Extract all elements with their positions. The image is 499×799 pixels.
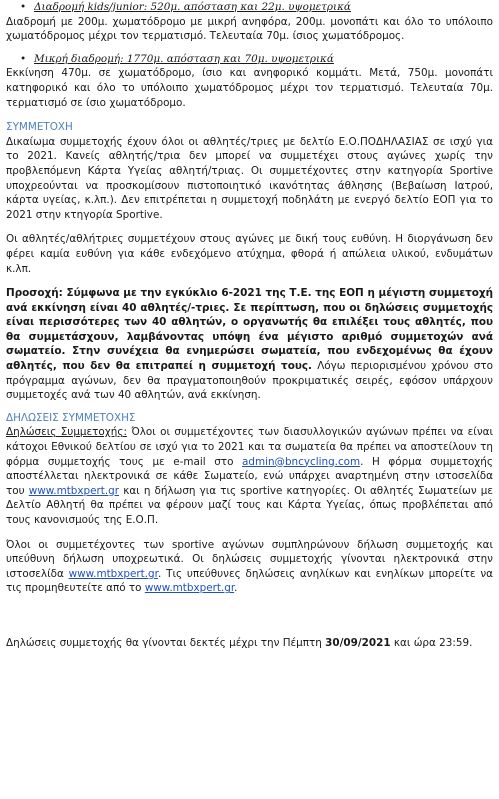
short-route-heading: Μικρή διαδρομή: 1770μ. απόσταση και 70μ. υψομετρικά	[34, 52, 334, 65]
participation-paragraph-1: Δικαίωμα συμμετοχής έχουν όλοι οι αθλητές/τριες με δελτίο Ε.Ο.ΠΟΔΗΛΑΣΙΑΣ σε ισχύ για το 2021. Κανείς αθλητής/τρια δεν μπορεί να συμμετέχει στους αγώνες χωρίς την προβλεπόμενη Κάρτα Υγείας αθλητή/τριας. Οι συμμετέχοντες στην κατηγορία Sportive υποχρεούνται να προσκομίσουν πιστοποιητικό ικανότητας άθλησης (Βεβαίωση Ιατρού, κάρτα υγείας, κ.λπ.). Δεν επιτρέπεται η συμμετοχή ποδηλάτη με ενεργό δελτίο ΕΟΠ για το 2021 στην κτηγορία Sportive.	[6, 135, 493, 221]
deadline-paragraph	[6, 636, 493, 651]
participation-paragraph-3	[6, 286, 493, 403]
email-link[interactable]: admin@bncycling.com	[242, 455, 361, 468]
sportive-text-c: .	[234, 582, 238, 595]
bullet-icon: •	[20, 52, 27, 65]
bullet-heading-short	[6, 52, 493, 67]
declarations-paragraph-1	[6, 425, 493, 527]
participation-paragraph-2: Οι αθλητές/αθλήτριες συμμετέχουν στους αγώνες με δική τους ευθύνη. Η διοργάνωση δεν φέρει καμία ευθύνη για κάθε ενδεχόμενο ατύχημα, φθορά ή απώλεια υλικού, ενδυμάτων κ.λπ.	[6, 233, 493, 275]
website-link-3[interactable]: www.mtbxpert.gr	[144, 582, 235, 595]
deadline-text-b: και ώρα 23:59.	[390, 636, 473, 649]
declarations-paragraph-2	[6, 538, 493, 596]
declarations-text-a: Όλοι οι συμμετέχοντες των διασυλλογικών αγώνων πρέπει να είναι κάτοχοι Εθνικού δελτίου σε ισχύ για το 2021 και τα σωματεία θα πρέπει να αποστείλουν τη φόρμα συμμετοχής τους με e-mail στο	[6, 426, 493, 468]
declarations-text-b: . Η φόρμα συμμετοχής αποστέλλεται ηλεκτρονικά σε κάθε Σωματείο, ενώ υπάρχει αναρτημένη στην ιστοσελίδα του	[6, 455, 493, 497]
attention-bold-text: Προσοχή: Σύμφωνα με την εγκύκλιο 6-2021 της Τ.Ε. της ΕΟΠ η μέγιστη συμμετοχή ανά εκκίνηση είναι 40 αθλητές/-τριες. Σε περίπτωση, που οι δηλώσεις συμμετοχής είναι περισσότερες των 40 αθλητών, ο οργανωτής θα επιλέξει τους αθλητές, που θα συμμετάσχουν, λαμβάνοντας υπόψη ένα μέγιστο αριθμό συμμετοχών ανά σωματείο. Στην συνέχεια θα ενημερώσει σωματεία, που ενδεχομένως θα έχουν αθλητές, που δεν θα επιτραπεί η συμμετοχή τους.	[6, 287, 493, 373]
sportive-text-b: . Τις υπεύθυνες δηλώσεις ανηλίκων και ενηλίκων μπορείτε να τις προμηθευτείτε από το	[6, 567, 494, 595]
kids-route-description: Διαδρομή με 200μ. χωματόδρομο με μικρή ανηφόρα, 200μ. μονοπάτι και όλο το υπόλοιπο χωματόδρομος μέχρι τον τερματισμό. Τελευταία 70μ. ίσιος χωματόδρομος.	[6, 15, 493, 43]
attention-rest-text: Λόγω περιορισμένου χρόνου στο πρόγραμμα αγώνων, δεν θα πραγματοποιηθούν προκριματικές σειρές, εφόσον υπάρχουν συμμετοχές ανά των 40 αθλητών, ανά εκκίνηση.	[6, 360, 493, 402]
sportive-text-a: Όλοι οι συμμετέχοντες των sportive αγώνων συμπληρώνουν δήλωση συμμετοχής και υπεύθυνη δήλωση υποχρεωτικά. Οι δηλώσεις συμμετοχής γίνονται ηλεκτρονικά στην ιστοσελίδα	[6, 538, 493, 580]
participation-title: ΣΥΜΜΕΤΟΧΗ	[6, 121, 73, 134]
website-link[interactable]: www.mtbxpert.gr	[28, 484, 120, 497]
bullet-heading-kids	[6, 0, 493, 15]
website-link-2[interactable]: www.mtbxpert.gr	[68, 567, 158, 580]
deadline-text-a: Δηλώσεις συμμετοχής θα γίνονται δεκτές μέχρι την Πέμπτη	[6, 636, 326, 649]
short-route-description: Εκκίνηση 470μ. σε χωματόδρομο, ίσιο και ανηφορικό κομμάτι. Μετά, 750μ. μονοπάτι κατηφορικό και όλο το υπόλοιπο χωματόδρομος μέχρι τον τερματισμό. Τελευταία 70μ. τερματισμό σε ίσιο χωματόδρομο.	[6, 67, 493, 109]
kids-route-heading: Διαδρομή kids/junior: 520μ. απόσταση και 22μ. υψομετρικά	[34, 1, 351, 13]
declarations-text-c: και η δήλωση για τις sportive κατηγορίες. Οι αθλητές Σωματείων με Δελτίο Αθλητή θα πρέπει να φέρουν μαζί τους και Κάρτα Υγείας, όπως προβλέπεται από τους κανονισμούς της Ε.Ο.Π.	[6, 484, 493, 526]
bullet-icon: •	[20, 1, 27, 13]
declarations-lead: Δηλώσεις Συμμετοχής:	[6, 426, 127, 439]
deadline-date: 30/09/2021	[325, 636, 391, 649]
declarations-title: ΔΗΛΩΣΕΙΣ ΣΥΜΜΕΤΟΧΗΣ	[6, 411, 136, 424]
